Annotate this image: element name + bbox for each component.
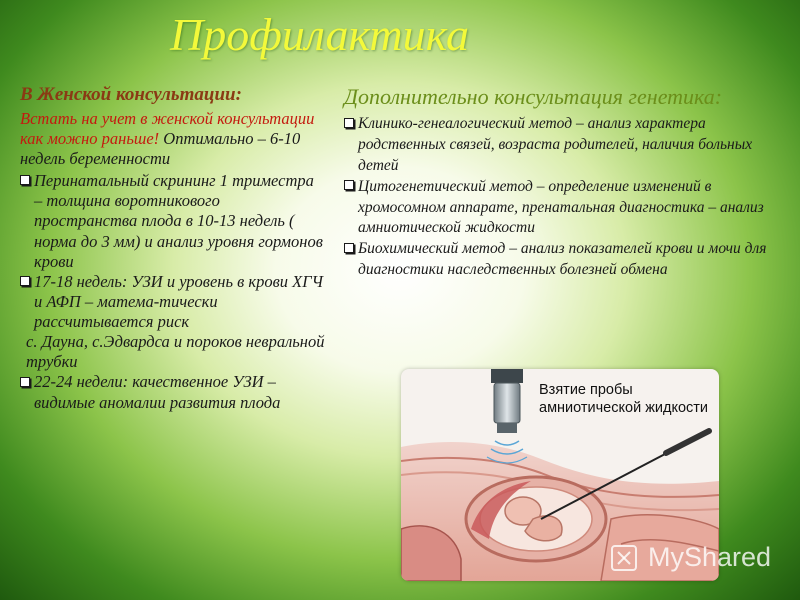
left-bullet: 22-24 недели: качественное УЗИ –видимые аномалии развития плода (20, 372, 325, 412)
right-column (344, 84, 788, 281)
checkbox-bullet-icon (20, 377, 30, 387)
left-bullet-continuation: с. Дауна, с.Эдвардса и пороков невральной трубки (26, 332, 325, 372)
left-intro (20, 109, 325, 169)
left-heading: В Женской консультации: (20, 84, 242, 105)
right-bullet: Биохимический метод – анализ показателей крови и мочи для диагностики наследственных болезней обмена (344, 239, 788, 281)
checkbox-bullet-icon (20, 175, 30, 185)
checkbox-bullet-icon (344, 118, 354, 128)
left-intro-rest: Оптимально – 6-10 недель беременности (20, 128, 301, 169)
left-bullet: Перинатальный скрининг 1 триместра – толщина воротникового пространства плода в 10-13 недель ( норма до 3 мм) и анализ уровня гормонов крови (20, 171, 325, 272)
myshared-logo-icon (608, 542, 640, 574)
right-heading: Дополнительно консультация генетика: (344, 84, 723, 109)
right-bullet: Клинико-генеалогический метод – анализ характера родственных связей, возраста родителей, наличия больных детей (344, 114, 788, 177)
watermark-text: MyShared (648, 542, 772, 572)
checkbox-bullet-icon (344, 180, 354, 190)
left-bullet: 17-18 недель: УЗИ и уровень в крови ХГЧ и АФП – матема-тически рассчитывается риск (20, 272, 325, 332)
left-column (20, 84, 325, 413)
illustration-caption: Взятие пробы амниотической жидкости (539, 382, 709, 417)
checkbox-bullet-icon (20, 276, 30, 286)
right-bullet: Цитогенетический метод – определение изменений в хромосомном аппарате, пренатальная диагностика – анализ амниотической жидкости (344, 177, 788, 240)
checkbox-bullet-icon (344, 243, 354, 253)
slide-title: Профилактика (170, 9, 469, 60)
myshared-watermark (608, 534, 794, 584)
left-intro-highlight: Встать на учет в женской консультации как можно раньше! (20, 108, 315, 148)
